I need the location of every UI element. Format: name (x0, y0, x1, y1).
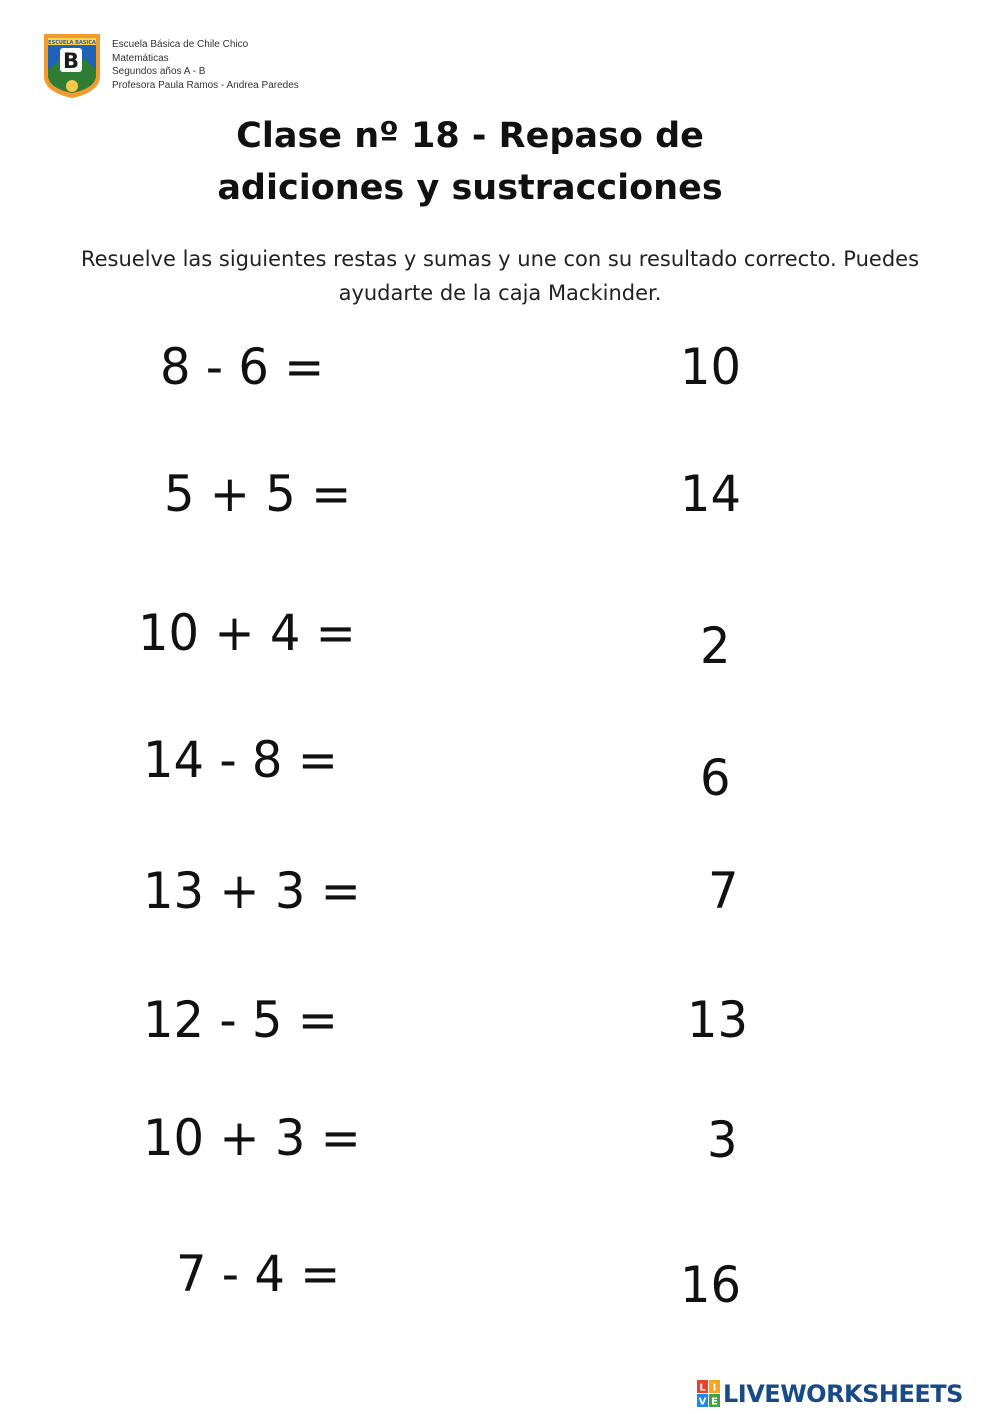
liveworksheets-logo-icon (697, 1380, 721, 1408)
liveworksheets-watermark (697, 1378, 963, 1410)
operation-item[interactable]: 8 - 6 = (160, 338, 325, 396)
grade: Segundos años A - B (112, 66, 206, 77)
result-item[interactable]: 7 (708, 862, 739, 920)
result-item[interactable]: 6 (700, 749, 731, 807)
result-item[interactable]: 16 (680, 1256, 742, 1314)
school-info (112, 38, 299, 92)
svg-text:I: I (712, 1382, 717, 1394)
result-item[interactable]: 13 (687, 991, 749, 1049)
result-item[interactable]: 14 (680, 465, 742, 523)
school-crest-icon (40, 30, 104, 100)
result-item[interactable]: 10 (680, 338, 742, 396)
operation-item[interactable]: 13 + 3 = (143, 862, 361, 920)
instructions (40, 242, 960, 310)
operation-item[interactable]: 10 + 4 = (138, 604, 356, 662)
operation-item[interactable]: 14 - 8 = (143, 731, 338, 789)
svg-text:V: V (698, 1396, 707, 1408)
result-item[interactable]: 3 (707, 1111, 738, 1169)
instructions-line-2: ayudarte de la caja Mackinder. (338, 281, 662, 305)
teachers: Profesora Paula Ramos - Andrea Paredes (112, 79, 299, 91)
watermark-text: LIVEWORKSHEETS (723, 1380, 963, 1408)
operation-item[interactable]: 10 + 3 = (143, 1109, 361, 1167)
operation-item[interactable]: 5 + 5 = (164, 465, 352, 523)
logo-text: ESCUELA BASICA (48, 40, 96, 46)
instructions-line-1: Resuelve las siguientes restas y sumas y une con su resultado correcto. Puedes (80, 247, 920, 271)
result-item[interactable]: 2 (700, 617, 731, 675)
school-name: Escuela Básica de Chile Chico (112, 39, 249, 50)
svg-text:E: E (711, 1396, 718, 1408)
title-line-2: adiciones y sustracciones (217, 168, 723, 208)
operation-item[interactable]: 12 - 5 = (143, 991, 338, 1049)
operation-item[interactable]: 7 - 4 = (176, 1245, 341, 1303)
svg-text:L: L (699, 1382, 706, 1394)
subject: Matemáticas (112, 52, 169, 64)
svg-text:B: B (62, 49, 80, 73)
page-title (0, 110, 940, 214)
title-line-1: Clase nº 18 - Repaso de (236, 116, 704, 156)
